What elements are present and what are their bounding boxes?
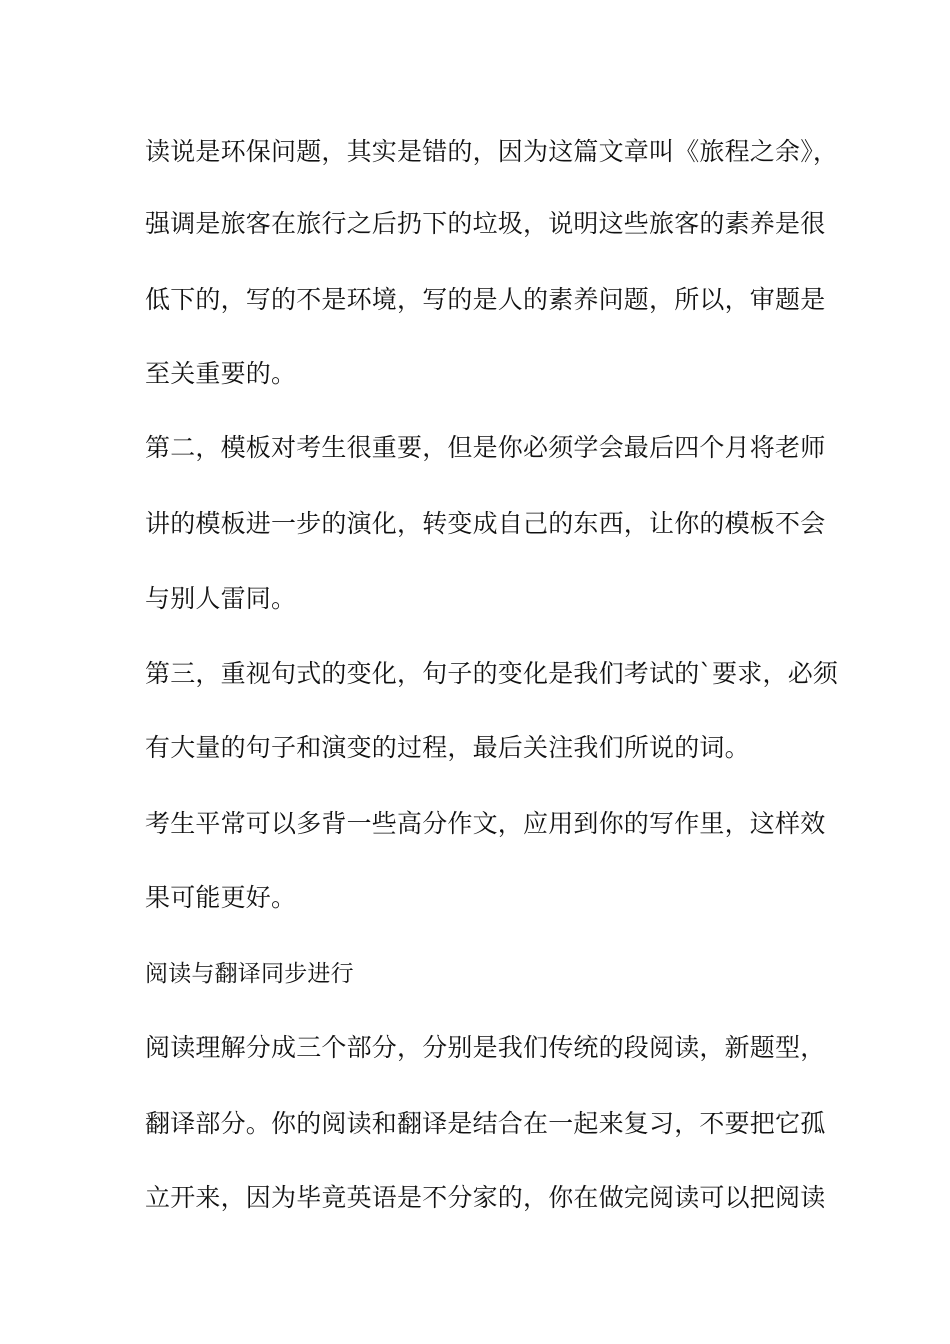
- body-text-line: 有大量的句子和演变的过程，最后关注我们所说的词。: [145, 733, 750, 762]
- body-text-line: 阅读理解分成三个部分，分别是我们传统的段阅读，新题型，: [145, 1033, 826, 1062]
- body-text-line: 第二，模板对考生很重要，但是你必须学会最后四个月将老师: [145, 433, 826, 462]
- body-text-line: 考生平常可以多背一些高分作文，应用到你的写作里，这样效: [145, 809, 826, 838]
- section-heading: 阅读与翻译同步进行: [145, 961, 354, 987]
- body-text-line: 翻译部分。你的阅读和翻译是结合在一起来复习，不要把它孤: [145, 1109, 826, 1138]
- body-text-line: 低下的，写的不是环境，写的是人的素养问题，所以，审题是: [145, 285, 826, 314]
- body-text-line: 强调是旅客在旅行之后扔下的垃圾，说明这些旅客的素养是很: [145, 209, 826, 238]
- body-text-line: 讲的模板进一步的演化，转变成自己的东西，让你的模板不会: [145, 509, 826, 538]
- body-text-line: 立开来，因为毕竟英语是不分家的，你在做完阅读可以把阅读: [145, 1183, 826, 1212]
- body-text-line: 果可能更好。: [145, 883, 297, 912]
- body-text-line: 与别人雷同。: [145, 584, 297, 613]
- body-text-line: 读说是环保问题，其实是错的，因为这篇文章叫《旅程之余》，: [145, 137, 839, 166]
- body-text-line: 第三，重视句式的变化，句子的变化是我们考试的`要求，必须: [145, 659, 839, 688]
- body-text-line: 至关重要的。: [145, 359, 297, 388]
